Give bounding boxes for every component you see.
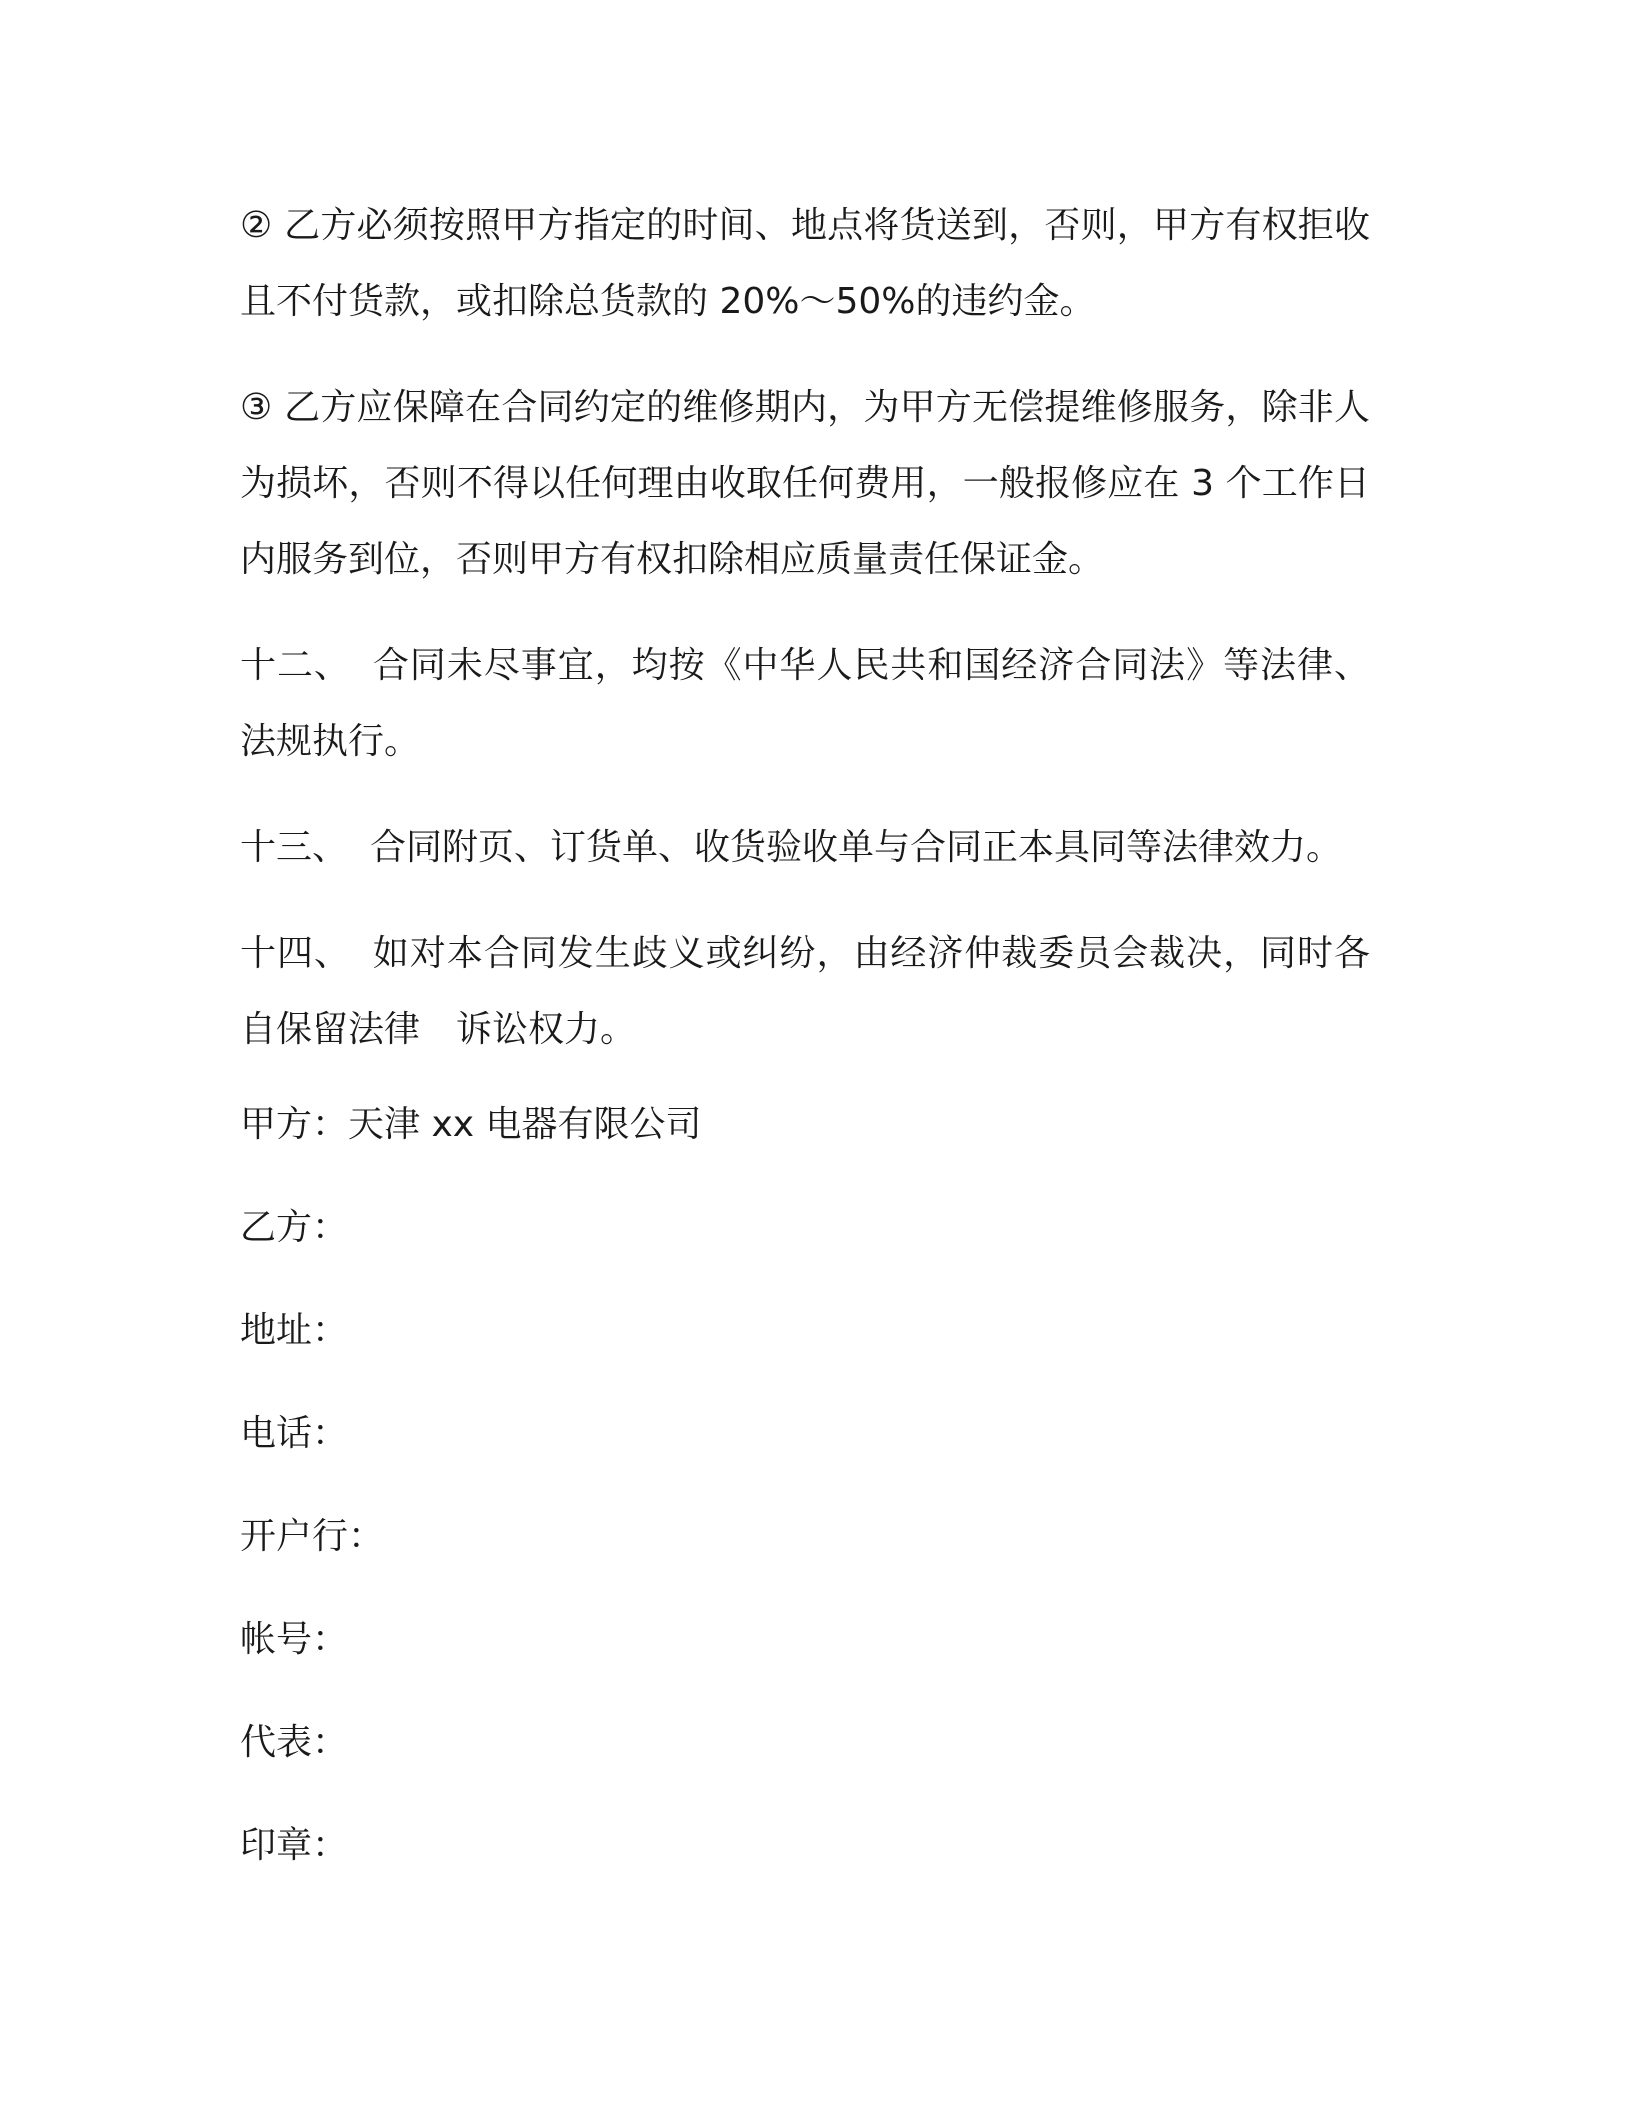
clause-2 bbox=[240, 188, 1370, 340]
clause-2-text: ② 乙方必须按照甲方指定的时间、地点将货送到，否则，甲方有权拒收且不付货款，或扣除总货款的 20%～50%的违约金。 bbox=[240, 205, 1370, 322]
clause-12-number: 十二、 bbox=[240, 645, 351, 686]
clause-14 bbox=[240, 916, 1370, 1068]
clause-14-text-b: 诉讼权力。 bbox=[456, 1009, 637, 1050]
account-line: 帐号： bbox=[240, 1619, 349, 1660]
clause-12 bbox=[240, 628, 1370, 780]
clause-12-text: 合同未尽事宜，均按《中华人民共和国经济合同法》等法律、法规执行。 bbox=[240, 645, 1370, 762]
clause-3 bbox=[240, 370, 1370, 598]
clause-13-text: 合同附页、订货单、收货验收单与合同正本具同等法律效力。 bbox=[370, 827, 1343, 868]
clause-14-text-a: 如对本合同发生歧义或纠纷，由经济仲裁委员会裁决，同时各自保留法律 bbox=[240, 933, 1370, 1050]
representative-line: 代表： bbox=[240, 1722, 349, 1763]
clause-14-number: 十四、 bbox=[240, 933, 351, 974]
party-a-line: 甲方：天津 xx 电器有限公司 bbox=[240, 1104, 702, 1145]
seal-line: 印章： bbox=[240, 1825, 349, 1866]
contract-page bbox=[240, 188, 1370, 1922]
clause-13-number: 十三、 bbox=[240, 827, 349, 868]
party-b-line: 乙方： bbox=[240, 1207, 349, 1248]
bank-line: 开户行： bbox=[240, 1516, 385, 1557]
phone-line: 电话： bbox=[240, 1413, 349, 1454]
clause-3-text: ③ 乙方应保障在合同约定的维修期内，为甲方无偿提维修服务，除非人为损坏，否则不得以任何理由收取任何费用，一般报修应在 3 个工作日内服务到位，否则甲方有权扣除相应质量责任保证金。 bbox=[240, 387, 1370, 580]
clause-13 bbox=[240, 810, 1370, 886]
address-line: 地址： bbox=[240, 1310, 349, 1351]
